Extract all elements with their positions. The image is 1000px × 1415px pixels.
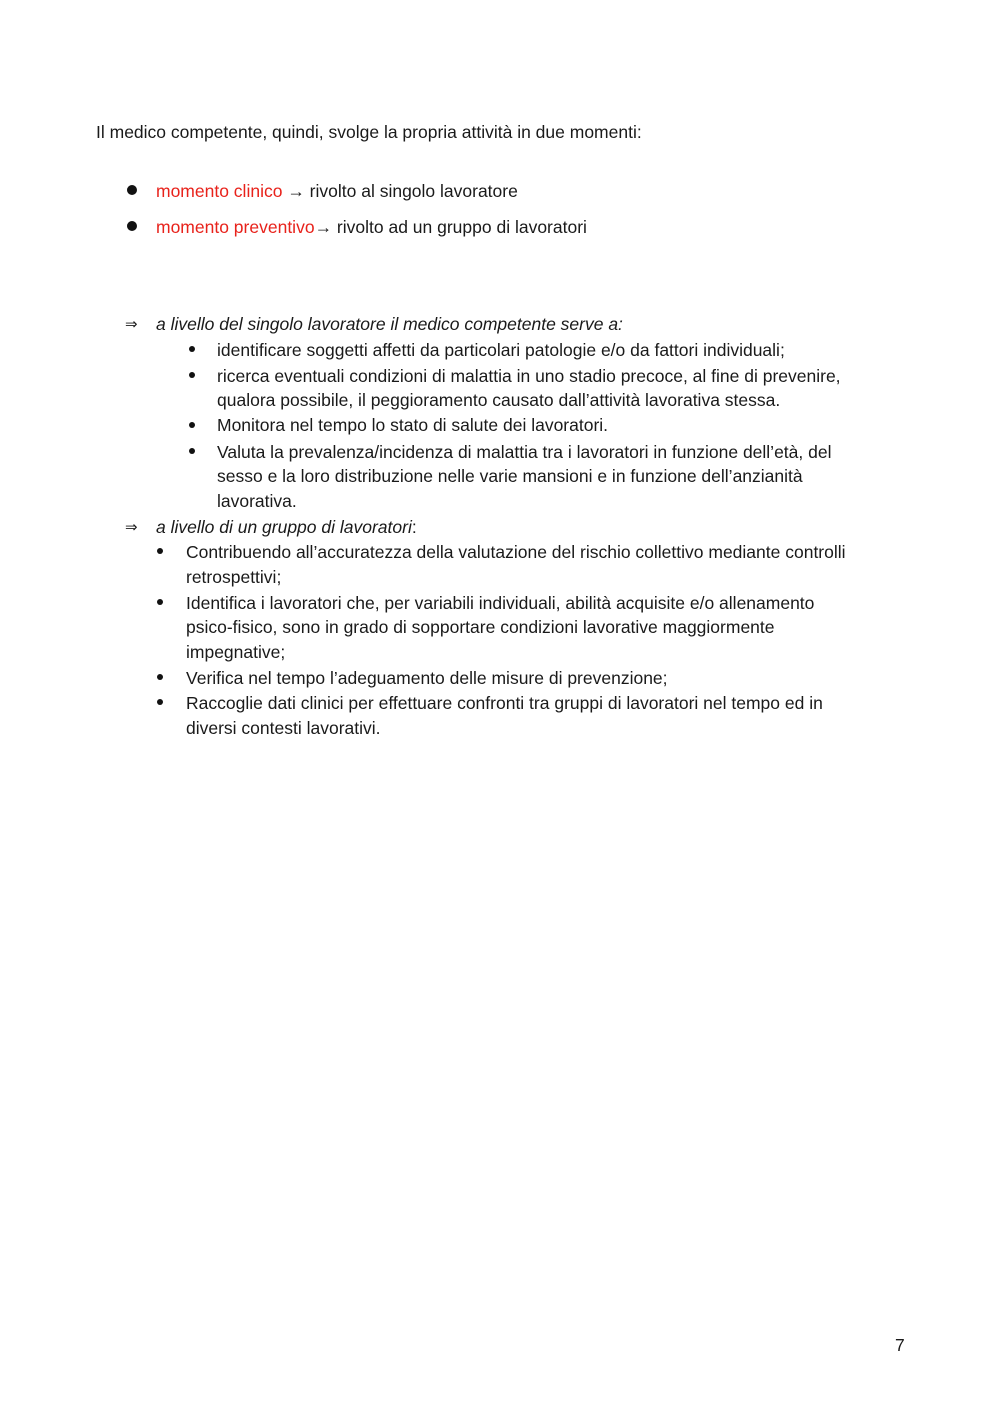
bullet-icon: [127, 221, 137, 231]
list-item: Identifica i lavoratori che, per variabili individuali, abilità acquisite e/o allenamento: [186, 593, 815, 613]
section-heading-colon: :: [411, 517, 417, 537]
implies-arrow-icon: ⇒: [125, 315, 138, 333]
moment-label: momento preventivo: [156, 217, 315, 237]
list-item: Raccoglie dati clinici per effettuare confronti tra gruppi di lavoratori nel tempo ed in: [186, 693, 823, 713]
list-item-continuation: impegnative;: [186, 642, 286, 662]
moment-description: → rivolto ad un gruppo di lavoratori: [314, 217, 587, 237]
bullet-icon: [189, 448, 195, 454]
list-item-continuation: retrospettivi;: [186, 567, 282, 587]
page-number: 7: [895, 1335, 905, 1355]
list-item-continuation: diversi contesti lavorativi.: [186, 718, 381, 738]
list-item: Valuta la prevalenza/incidenza di malattia tra i lavoratori in funzione dell’età, del: [217, 442, 832, 462]
bullet-icon: [157, 699, 163, 705]
list-item-continuation: sesso e la loro distribuzione nelle varie mansioni e in funzione dell’anzianità: [217, 466, 803, 486]
moment-clinical: [156, 179, 518, 203]
moment-description: → rivolto al singolo lavoratore: [282, 181, 518, 201]
list-item-continuation: lavorativa.: [217, 491, 297, 511]
bullet-icon: [157, 674, 163, 680]
bullet-icon: [157, 599, 163, 605]
bullet-icon: [189, 346, 195, 352]
implies-arrow-icon: ⇒: [125, 518, 138, 536]
bullet-icon: [189, 372, 195, 378]
list-item-continuation: psico-fisico, sono in grado di sopportare condizioni lavorative maggiormente: [186, 617, 775, 637]
list-item: Monitora nel tempo lo stato di salute dei lavoratori.: [217, 415, 609, 435]
list-item: identificare soggetti affetti da particolari patologie e/o da fattori individuali;: [217, 340, 785, 360]
bullet-icon: [157, 548, 163, 554]
list-item: ricerca eventuali condizioni di malattia in uno stadio precoce, al fine di prevenire,: [217, 366, 841, 386]
list-item-continuation: qualora possibile, il peggioramento causato dall’attività lavorativa stessa.: [217, 390, 781, 410]
moment-label: momento clinico: [156, 181, 283, 201]
section-heading-text: a livello di un gruppo di lavoratori: [156, 517, 412, 537]
section-heading-group: [156, 515, 417, 539]
bullet-icon: [127, 185, 137, 195]
section-heading-individual: a livello del singolo lavoratore il medico competente serve a:: [156, 314, 623, 334]
bullet-icon: [189, 422, 195, 428]
list-item: Verifica nel tempo l’adeguamento delle misure di prevenzione;: [186, 668, 668, 688]
moment-preventive: [156, 215, 587, 239]
intro-paragraph: Il medico competente, quindi, svolge la propria attività in due momenti:: [96, 122, 642, 142]
list-item: Contribuendo all’accuratezza della valutazione del rischio collettivo mediante controlli: [186, 542, 846, 562]
